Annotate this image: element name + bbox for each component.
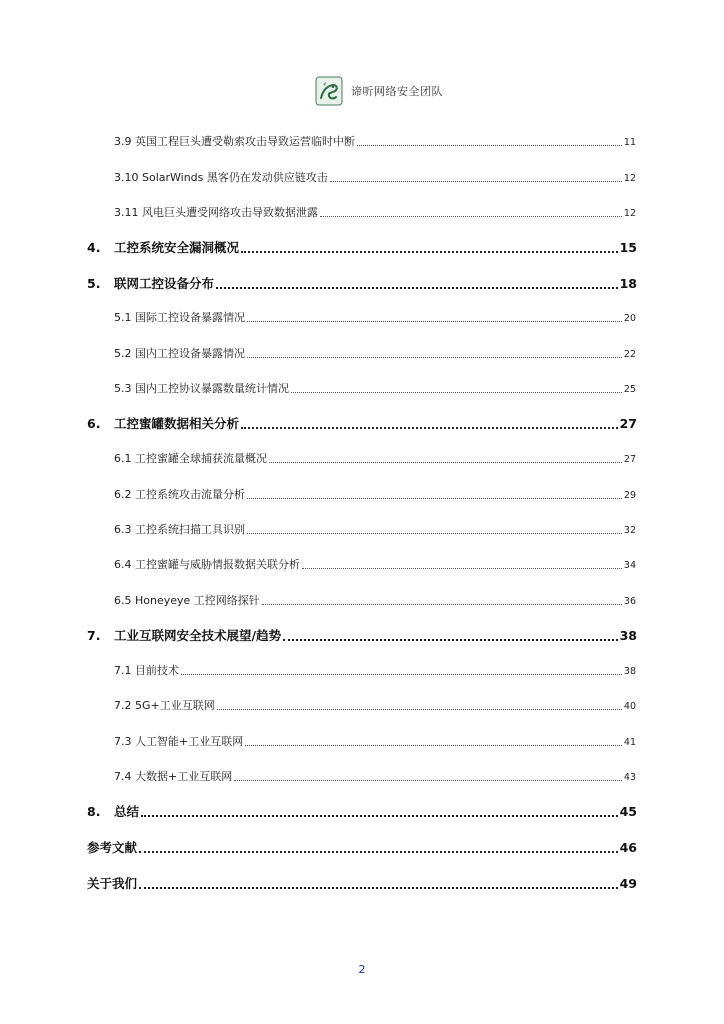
toc-entry-title: 6.4 工控蜜罐与威胁情报数据关联分析 bbox=[114, 558, 300, 571]
page-number: 2 bbox=[358, 963, 366, 976]
toc-entry-title: 关于我们 bbox=[87, 876, 138, 891]
toc-entry-title: 7.4 大数据+工业互联网 bbox=[114, 770, 233, 783]
toc-section-entry[interactable] bbox=[114, 768, 636, 784]
toc-entry-title: 5.2 国内工控设备暴露情况 bbox=[114, 347, 245, 360]
toc-page-number: 20 bbox=[623, 313, 636, 324]
toc-section-entry[interactable] bbox=[114, 133, 636, 149]
toc-entry-title: 工业互联网安全技术展望/趋势 bbox=[114, 628, 282, 643]
toc-dot-leader bbox=[269, 461, 622, 463]
toc-page-number: 49 bbox=[619, 876, 637, 891]
toc-dot-leader bbox=[291, 391, 622, 393]
toc-dot-leader bbox=[139, 850, 618, 853]
toc-page-number: 41 bbox=[623, 737, 636, 748]
toc-page-number: 27 bbox=[623, 454, 636, 465]
toc-page-number: 36 bbox=[623, 596, 636, 607]
toc-entry-title: 6.1 工控蜜罐全球捕获流量概况 bbox=[114, 452, 267, 465]
toc-chapter-number: 8. bbox=[87, 804, 101, 819]
toc-entry-title: 工控系统安全漏洞概况 bbox=[114, 240, 240, 255]
toc-dot-leader bbox=[139, 886, 618, 889]
toc-section-entry[interactable] bbox=[114, 662, 636, 678]
toc-section-entry[interactable] bbox=[114, 521, 636, 537]
toc-entry-title: 7.3 人工智能+工业互联网 bbox=[114, 735, 244, 748]
toc-chapter-number: 7. bbox=[87, 628, 101, 643]
toc-entry-title: 参考文献 bbox=[87, 840, 138, 855]
toc-page-number: 12 bbox=[623, 173, 636, 184]
toc-entry-title: 7.1 目前技术 bbox=[114, 664, 179, 677]
toc-chapter-entry[interactable] bbox=[87, 626, 637, 644]
toc-page-number: 38 bbox=[623, 666, 636, 677]
toc-chapter-entry[interactable] bbox=[87, 274, 637, 292]
toc-entry-title: 3.11 风电巨头遭受网络攻击导致数据泄露 bbox=[114, 206, 318, 219]
toc-dot-leader bbox=[245, 744, 622, 746]
toc-entry-title: 6.2 工控系统攻击流量分析 bbox=[114, 488, 245, 501]
toc-page-number: 22 bbox=[623, 349, 636, 360]
toc-entry-title: 联网工控设备分布 bbox=[114, 276, 215, 291]
toc-dot-leader bbox=[247, 532, 622, 534]
toc-page-number: 32 bbox=[623, 525, 636, 536]
toc-chapter-entry[interactable] bbox=[87, 238, 637, 256]
toc-entry-title: 3.10 SolarWinds 黑客仍在发动供应链攻击 bbox=[114, 171, 328, 184]
toc-dot-leader bbox=[247, 497, 622, 499]
toc-page-number: 12 bbox=[623, 208, 636, 219]
toc-section-entry[interactable] bbox=[114, 345, 636, 361]
toc-dot-leader bbox=[283, 638, 618, 641]
toc-page-number: 29 bbox=[623, 490, 636, 501]
toc-entry-title: 6.3 工控系统扫描工具识别 bbox=[114, 523, 245, 536]
toc-chapter-entry[interactable] bbox=[87, 838, 637, 856]
toc-entry-title: 3.9 英国工程巨头遭受勒索攻击导致运营临时中断 bbox=[114, 135, 355, 148]
toc-dot-leader bbox=[216, 286, 618, 289]
toc-chapter-entry[interactable] bbox=[87, 874, 637, 892]
dragon-seal-logo-icon bbox=[315, 76, 343, 106]
toc-dot-leader bbox=[302, 567, 622, 569]
toc-section-entry[interactable] bbox=[114, 309, 636, 325]
toc-dot-leader bbox=[247, 320, 622, 322]
toc-section-entry[interactable] bbox=[114, 733, 636, 749]
toc-page-number: 40 bbox=[623, 701, 636, 712]
toc-chapter-entry[interactable] bbox=[87, 414, 637, 432]
toc-page-number: 11 bbox=[623, 137, 636, 148]
toc-dot-leader bbox=[247, 356, 622, 358]
toc-page-number: 27 bbox=[619, 416, 637, 431]
toc-section-entry[interactable] bbox=[114, 450, 636, 466]
toc-section-entry[interactable] bbox=[114, 486, 636, 502]
toc-entry-title: 5.1 国际工控设备暴露情况 bbox=[114, 311, 245, 324]
toc-section-entry[interactable] bbox=[114, 380, 636, 396]
toc-page-number: 45 bbox=[619, 804, 637, 819]
toc-chapter-number: 4. bbox=[87, 240, 101, 255]
page-header bbox=[0, 74, 724, 108]
toc-dot-leader bbox=[181, 673, 622, 675]
toc-chapter-number: 6. bbox=[87, 416, 101, 431]
toc-section-entry[interactable] bbox=[114, 169, 636, 185]
toc-page-number: 46 bbox=[619, 840, 637, 855]
toc-dot-leader bbox=[141, 814, 618, 817]
toc-dot-leader bbox=[234, 779, 622, 781]
toc-section-entry[interactable] bbox=[114, 592, 636, 608]
toc-dot-leader bbox=[217, 708, 622, 710]
toc-section-entry[interactable] bbox=[114, 556, 636, 572]
toc-dot-leader bbox=[241, 250, 618, 253]
toc-dot-leader bbox=[330, 180, 622, 182]
toc-section-entry[interactable] bbox=[114, 697, 636, 713]
toc-entry-title: 工控蜜罐数据相关分析 bbox=[114, 416, 240, 431]
toc-chapter-entry[interactable] bbox=[87, 802, 637, 820]
toc-page-number: 43 bbox=[623, 772, 636, 783]
team-name: 谛听网络安全团队 bbox=[351, 85, 443, 98]
toc-dot-leader bbox=[357, 144, 622, 146]
toc-dot-leader bbox=[320, 215, 622, 217]
toc-entry-title: 7.2 5G+工业互联网 bbox=[114, 699, 215, 712]
toc-page-number: 38 bbox=[619, 628, 637, 643]
toc-dot-leader bbox=[241, 426, 618, 429]
toc-chapter-number: 5. bbox=[87, 276, 101, 291]
toc-section-entry[interactable] bbox=[114, 204, 636, 220]
toc-entry-title: 5.3 国内工控协议暴露数量统计情况 bbox=[114, 382, 289, 395]
toc-page-number: 25 bbox=[623, 384, 636, 395]
toc-page-number: 15 bbox=[619, 240, 637, 255]
toc-page-number: 18 bbox=[619, 276, 637, 291]
toc-entry-title: 总结 bbox=[114, 804, 140, 819]
toc-page-number: 34 bbox=[623, 560, 636, 571]
toc-entry-title: 6.5 Honeyeye 工控网络探针 bbox=[114, 594, 260, 607]
toc-dot-leader bbox=[262, 603, 622, 605]
